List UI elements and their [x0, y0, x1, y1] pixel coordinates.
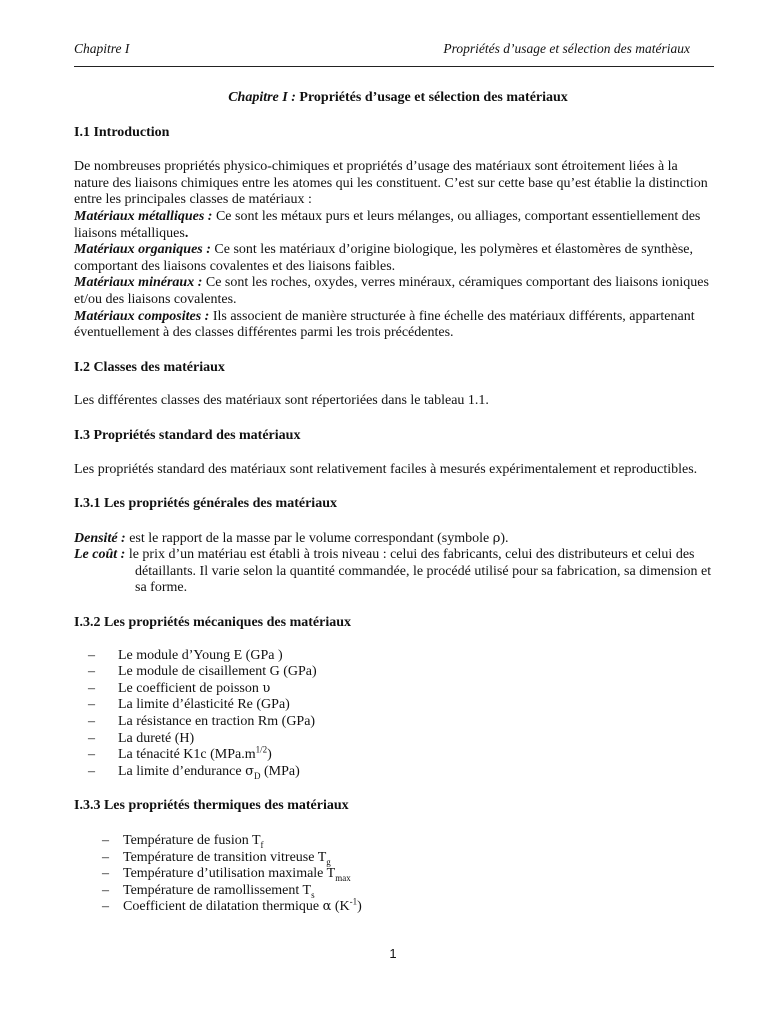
chapter-title — [74, 90, 714, 107]
heading-thermal: I.3.3 Les propriétés thermiques des matériaux — [74, 798, 349, 814]
chapter-title-text: Propriétés d’usage et sélection des matériaux — [295, 90, 568, 105]
header-topic: Propriétés d’usage et sélection des matériaux — [443, 41, 690, 56]
class-composite: Matériaux composites : Ils associent de manière structurée à fine échelle des matériaux différents, appartenant éventuellement à des classes différentes parmi les trois précédentes. — [74, 308, 695, 341]
density-definition: Densité : est le rapport de la masse par le volume correspondant (symbole ρ). — [74, 530, 509, 546]
list-item: – Le module d’Young E (GPa ) — [88, 647, 283, 663]
rho-symbol: ρ — [492, 530, 501, 546]
mechanical-list — [74, 648, 714, 781]
heading-classes: I.2 Classes des matériaux — [74, 359, 225, 375]
list-item: – La ténacité K1c $(MPa.m^{1/2})$ — [88, 744, 272, 763]
standard-paragraph: Les propriétés standard des matériaux sont relativement faciles à mesurés expérimentalement et reproductibles. — [74, 461, 698, 477]
class-organic: Matériaux organiques : Ce sont les matériaux d’origine biologique, les polymères et élastomères de synthèse, comportant des liaisons covalentes et des liaisons faibles. — [74, 242, 694, 274]
heading-mechanical: I.3.2 Les propriétés mécaniques des matériaux — [74, 615, 351, 631]
list-item: – Coefficient de dilatation thermique α $(K^{-1})$ — [102, 896, 362, 915]
cost-definition: Le coût : le prix d’un matériau est établi à trois niveau : celui des fabricants, celui des distributeurs et celui des détaillants. Il varie selon la quantité commandée, le procédé utilisé pour sa fabrication, sa dimension et sa forme. — [74, 547, 712, 596]
list-item: – Le coefficient de poisson υ — [88, 680, 271, 696]
header-rule — [74, 66, 714, 67]
page-number: 1 — [389, 946, 397, 961]
list-item: – La limite d’élasticité Re (GPa) — [88, 697, 290, 713]
list-item: – Le module de cisaillement G (GPa) — [88, 664, 317, 680]
list-item: – Température de fusion $T_f$ — [102, 833, 264, 850]
thermal-list — [74, 833, 714, 916]
class-mineral: Matériaux minéraux : Ce sont les roches, oxydes, verres minéraux, céramiques comportant des liaisons ioniques et/ou des liaisons covalentes. — [74, 275, 709, 307]
list-item: – La résistance en traction Rm (GPa) — [88, 714, 316, 730]
heading-standard: I.3 Propriétés standard des matériaux — [74, 427, 301, 443]
heading-introduction: I.1 Introduction — [74, 124, 170, 140]
list-item: – La limite d’endurance $\sigma_D$ (MPa) — [88, 763, 300, 781]
intro-paragraph: De nombreuses propriétés physico-chimiques et propriétés d’usage des matériaux sont étroitement liées à la nature des liaisons chimiques entre les atomes qui les constituent. C’est sur cette base qu’est établie la distinction entre les principales classes de matériaux : — [74, 159, 708, 208]
page-body — [74, 90, 714, 916]
header-chapter: Chapitre I — [74, 41, 130, 56]
list-item: – Température de ramollissement $T_s$ — [102, 882, 315, 900]
heading-general: I.3.1 Les propriétés générales des matériaux — [74, 496, 337, 512]
chapter-title-prefix: Chapitre I : — [228, 90, 296, 105]
list-item: – Température de transition vitreuse $T_g$ — [102, 849, 331, 867]
class-metallic: Matériaux métalliques : Ce sont les métaux purs et leurs mélanges, ou alliages, comportant essentiellement des liaisons métalliques. — [74, 208, 701, 241]
list-item: – La dureté (H) — [88, 730, 195, 746]
classes-paragraph: Les différentes classes des matériaux sont répertoriées dans le tableau 1.1. — [74, 393, 489, 409]
list-item: – Température d’utilisation maximale $T_{max}$ — [102, 866, 351, 883]
